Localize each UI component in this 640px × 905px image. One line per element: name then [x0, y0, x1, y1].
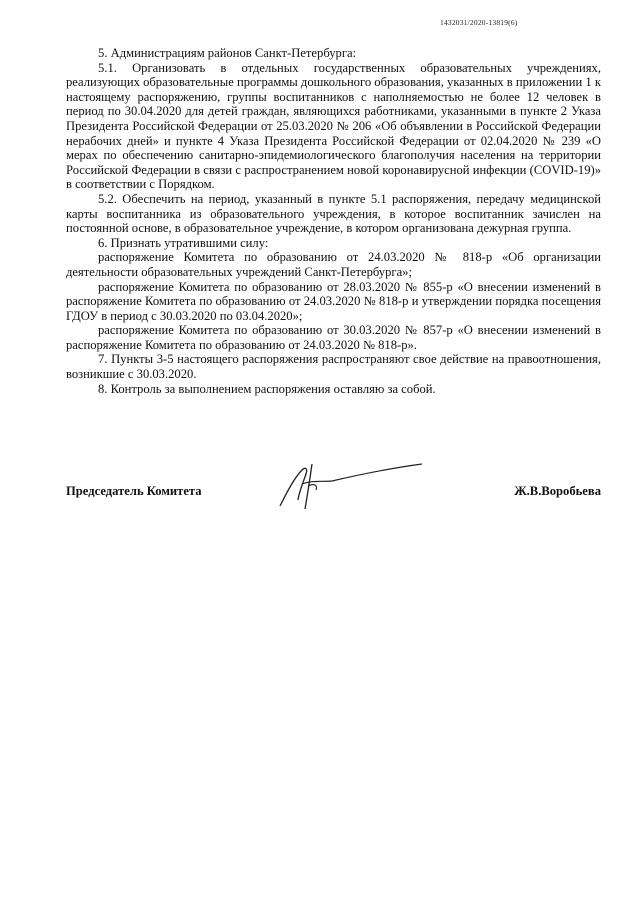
- paragraph-6-item-2: распоряжение Комитета по образованию от 28.03.2020 № 855-р «О внесении изменений в распоряжение Комитета по образованию от 24.03.2020 № 818-р и утверждении порядка посещения ГДОУ в период с 30.03.2020 по 03.04.2020»;: [66, 279, 601, 323]
- paragraph-6: 6. Признать утратившими силу:: [98, 235, 269, 250]
- signature-block: [66, 482, 601, 506]
- document-body: [66, 46, 601, 396]
- paragraph-8: 8. Контроль за выполнением распоряжения оставляю за собой.: [98, 381, 436, 396]
- paragraph-5-2: 5.2. Обеспечить на период, указанный в пункте 5.1 распоряжения, передачу медицинской карты воспитанника из образовательного учреждения, в которое воспитанник зачислен на постоянной основе, в образовательное учреждение, в котором организована дежурная группа.: [66, 191, 601, 236]
- paragraph-6-item-3: распоряжение Комитета по образованию от 30.03.2020 № 857-р «О внесении изменений в распоряжение Комитета по образованию от 24.03.2020 № 818-р».: [66, 323, 601, 352]
- paragraph-5: 5. Администрациям районов Санкт-Петербурга:: [98, 46, 357, 60]
- paragraph-7: 7. Пункты 3-5 настоящего распоряжения распространяют свое действие на правоотношения, возникшие с 30.03.2020.: [66, 352, 601, 382]
- document-number: 1432031/2020-13819(6): [440, 18, 518, 27]
- paragraph-6-item-1: распоряжение Комитета по образованию от 24.03.2020 № 818-р «Об организации деятельности образовательных учреждений Санкт-Петербурга»;: [66, 250, 601, 279]
- signatory-title: Председатель Комитета: [66, 484, 202, 498]
- signatory-name: Ж.В.Воробьева: [514, 484, 601, 498]
- paragraph-5-1: 5.1. Организовать в отдельных государственных образовательных учреждениях, реализующих образовательные программы дошкольного образования, указанных в приложении 1 к настоящему распоряжению, группы воспитанников с наполняемостью не более 12 человек в период по 30.04.2020 для детей граждан, являющихся работниками, указанными в пункте 2 Указа Президента Российской Федерации от 25.03.2020 № 206 «Об объявлении в Российской Федерации нерабочих дней» и пункте 4 Указа Президента Российской Федерации от 02.04.2020 № 239 «О мерах по обеспечению санитарно-эпидемиологического благополучия населения на территории Российской Федерации в связи с распространением новой коронавирусной инфекции (COVID-19)» в соответствии с Порядком.: [66, 60, 601, 192]
